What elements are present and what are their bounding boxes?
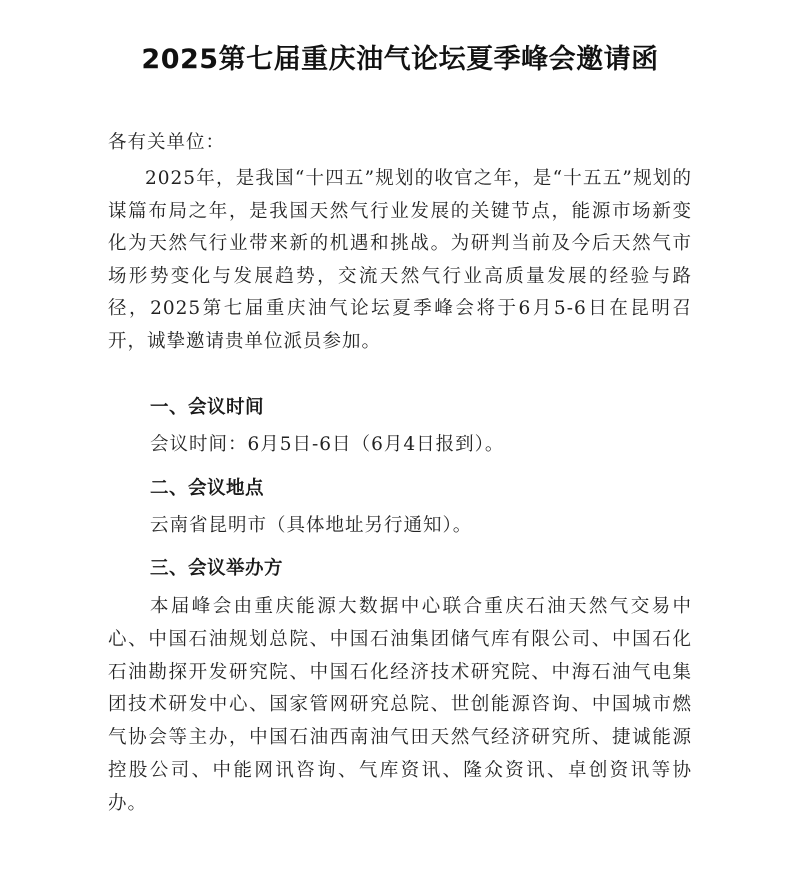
section-content-location: 云南省昆明市（具体地址另行通知）。 <box>150 515 473 536</box>
intro-paragraph: 2025年，是我国“十四五”规划的收官之年，是“十五五”规划的谋篇布局之年，是我国天然气行业发展的关键节点，能源市场新变化为天然气行业带来新的机遇和挑战。为研判当前及今后天然气市场形势变化与发展趋势，交流天然气行业高质量发展的经验与路径，2025第七届重庆油气论坛夏季峰会将于6月5-6日在昆明召开，诚挚邀请贵单位派员参加。 <box>108 168 692 352</box>
section-heading-organizers: 三、会议举办方 <box>150 558 284 579</box>
document-title: 2025第七届重庆油气论坛夏季峰会邀请函 <box>141 44 659 75</box>
section-heading-location: 二、会议地点 <box>150 478 265 499</box>
section-content-time: 会议时间：6月5日-6日（6月4日报到）。 <box>150 434 505 455</box>
section-content-organizers: 本届峰会由重庆能源大数据中心联合重庆石油天然气交易中心、中国石油规划总院、中国石油集团储气库有限公司、中国石化石油勘探开发研究院、中国石化经济技术研究院、中海石油气电集团技术研发中心、国家管网研究总院、世创能源咨询、中国城市燃气协会等主办，中国石油西南油气田天然气经济研究所、捷诚能源控股公司、中能网讯咨询、气库资讯、隆众资讯、卓创资讯等协办。 <box>108 596 692 814</box>
salutation: 各有关单位： <box>108 132 226 153</box>
section-heading-time: 一、会议时间 <box>150 397 265 418</box>
